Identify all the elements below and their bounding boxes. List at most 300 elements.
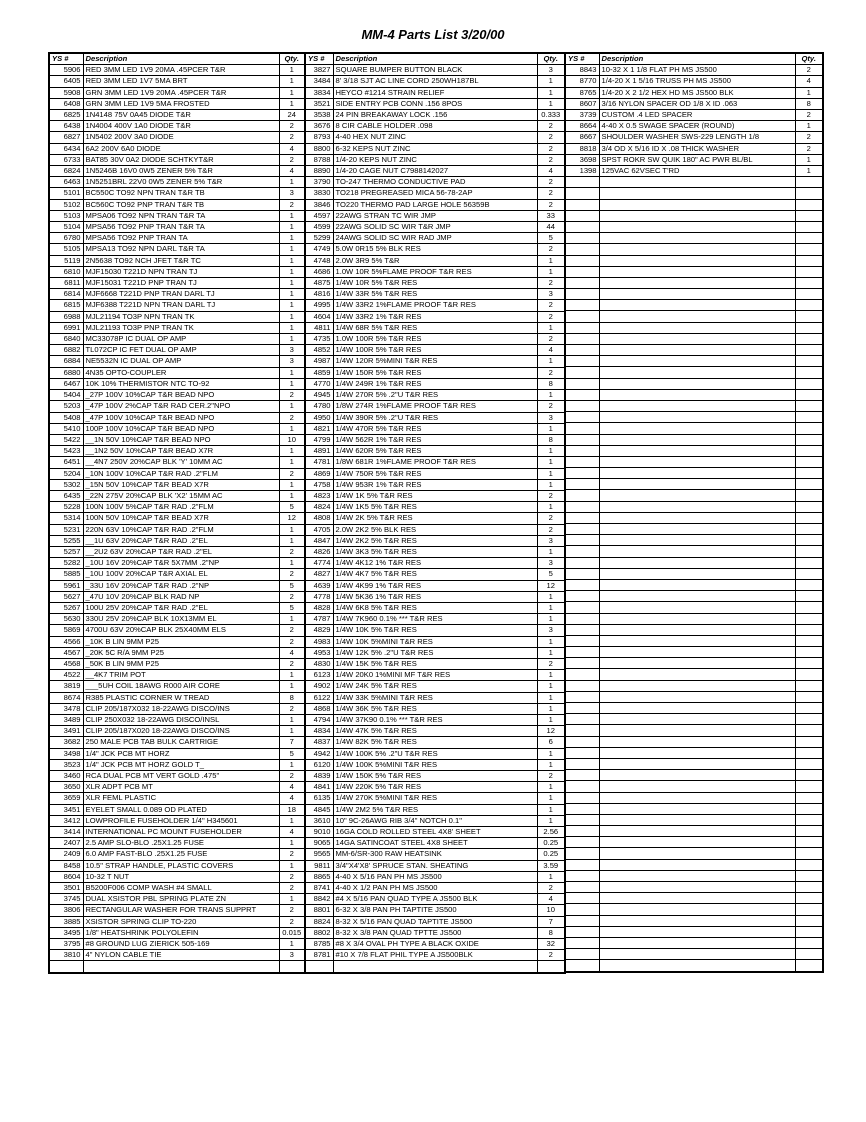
- table-row: [305, 110, 565, 121]
- qty-cell: [795, 423, 823, 434]
- description-cell: 1/4W 953R 1% T&R RES: [333, 479, 537, 490]
- description-cell: _10U 16V 20%CAP T&R 5X7MM .2"NP: [83, 558, 279, 569]
- ys-number-cell: 5408: [49, 412, 83, 423]
- description-cell: [599, 501, 795, 512]
- table-row: [49, 905, 305, 916]
- ys-number-cell: 4794: [305, 714, 333, 725]
- table-row: [305, 703, 565, 714]
- empty-table-row: [565, 669, 823, 680]
- ys-number-cell: [565, 244, 599, 255]
- ys-number-cell: [565, 423, 599, 434]
- table-row: [49, 883, 305, 894]
- table-row: [305, 322, 565, 333]
- table-row: [49, 367, 305, 378]
- description-cell: 1/4W 36K 5% T&R RES: [333, 703, 537, 714]
- ys-number-cell: 6451: [49, 457, 83, 468]
- ys-number-cell: [565, 501, 599, 512]
- qty-cell: 2: [537, 490, 565, 501]
- qty-header: Qty.: [537, 53, 565, 65]
- table-row: [49, 636, 305, 647]
- description-cell: HEYCO #1214 STRAIN RELIEF: [333, 87, 537, 98]
- parts-table-column-3: [564, 52, 824, 973]
- qty-cell: [795, 233, 823, 244]
- qty-cell: 5: [537, 233, 565, 244]
- qty-cell: 1: [279, 815, 305, 826]
- empty-table-row: [565, 882, 823, 893]
- ys-number-cell: 6438: [49, 121, 83, 132]
- qty-cell: 2: [537, 367, 565, 378]
- ys-number-cell: 4639: [305, 580, 333, 591]
- ys-number-cell: 8458: [49, 860, 83, 871]
- qty-cell: 7: [279, 737, 305, 748]
- description-cell: __4K7 TRIM POT: [83, 670, 279, 681]
- ys-number-cell: 5228: [49, 502, 83, 513]
- table-row: [49, 210, 305, 221]
- qty-cell: 3: [279, 950, 305, 961]
- qty-cell: [795, 658, 823, 669]
- table-row: [305, 345, 565, 356]
- ys-number-cell: 3501: [49, 883, 83, 894]
- table-row: [49, 490, 305, 501]
- ys-number-cell: 4787: [305, 614, 333, 625]
- ys-number-cell: [565, 378, 599, 389]
- qty-cell: [795, 456, 823, 467]
- ys-number-cell: 4875: [305, 278, 333, 289]
- qty-cell: 1: [279, 479, 305, 490]
- table-row: [305, 950, 565, 961]
- qty-cell: 2: [795, 143, 823, 154]
- table-row: [49, 502, 305, 513]
- description-cell: _10U 100V 20%CAP T&R AXIAL EL: [83, 569, 279, 580]
- ys-number-cell: 4781: [305, 457, 333, 468]
- ys-number-cell: 9811: [305, 860, 333, 871]
- qty-cell: 1: [279, 939, 305, 950]
- description-cell: [599, 412, 795, 423]
- description-cell: 2.0W 2K2 5% BLK RES: [333, 524, 537, 535]
- ys-number-cell: [565, 859, 599, 870]
- ys-number-cell: 4604: [305, 311, 333, 322]
- description-cell: 1N5246B 16V0 0W5 ZENER 5% T&R: [83, 166, 279, 177]
- qty-cell: 18: [279, 804, 305, 815]
- empty-table-row: [565, 848, 823, 859]
- qty-cell: [795, 524, 823, 535]
- table-row: [305, 132, 565, 143]
- description-cell: [599, 926, 795, 937]
- table-row: [305, 255, 565, 266]
- qty-cell: 2: [795, 65, 823, 76]
- qty-cell: 1: [279, 210, 305, 221]
- qty-cell: 1: [279, 87, 305, 98]
- table-row: [305, 244, 565, 255]
- ys-number-cell: 4983: [305, 636, 333, 647]
- qty-cell: [795, 747, 823, 758]
- description-cell: __4N7 250V 20%CAP BLK 'Y' 10MM AC: [83, 457, 279, 468]
- description-cell: 1/4W 1K5 5% T&R RES: [333, 502, 537, 513]
- empty-table-row: [565, 512, 823, 523]
- empty-table-row: [565, 412, 823, 423]
- description-cell: [599, 837, 795, 848]
- description-cell: 1/4" JCK PCB MT HORZ: [83, 748, 279, 759]
- description-cell: INTERNATIONAL PC MOUNT FUSEHOLDER: [83, 827, 279, 838]
- qty-cell: 4: [279, 827, 305, 838]
- ys-number-cell: [565, 893, 599, 904]
- qty-cell: 1: [279, 401, 305, 412]
- ys-number-cell: 3827: [305, 65, 333, 76]
- ys-number-cell: 3676: [305, 121, 333, 132]
- empty-table-row: [565, 691, 823, 702]
- empty-table-row: [565, 479, 823, 490]
- qty-cell: 3: [537, 289, 565, 300]
- description-cell: [333, 961, 537, 973]
- empty-table-row: [565, 658, 823, 669]
- table-row: [305, 771, 565, 782]
- qty-cell: [795, 848, 823, 859]
- qty-cell: 7: [537, 916, 565, 927]
- ys-number-cell: 8843: [565, 65, 599, 76]
- qty-cell: 3: [537, 625, 565, 636]
- table-row: [49, 535, 305, 546]
- ys-number-cell: [565, 177, 599, 188]
- ys-number-cell: 6880: [49, 367, 83, 378]
- description-cell: __1N 50V 10%CAP T&R BEAD NPO: [83, 434, 279, 445]
- description-cell: _47P 100V 2%CAP T&R RAD CER.2"NPO: [83, 401, 279, 412]
- table-row: [49, 401, 305, 412]
- description-header: Description: [333, 53, 537, 65]
- description-cell: 1/4-20 CAGE NUT C7988142027: [333, 166, 537, 177]
- description-cell: 1/4W 6K8 5% T&R RES: [333, 602, 537, 613]
- qty-cell: 1: [279, 860, 305, 871]
- ys-number-cell: [565, 356, 599, 367]
- table-row: [49, 782, 305, 793]
- table-row: [49, 390, 305, 401]
- description-cell: 1/4W 100K 5% .2"U T&R RES: [333, 748, 537, 759]
- ys-number-cell: [565, 635, 599, 646]
- table-row: [49, 177, 305, 188]
- description-cell: BC560C TO92 PNP TRAN T&R TB: [83, 199, 279, 210]
- qty-cell: 4: [279, 782, 305, 793]
- ys-number-cell: 6135: [305, 793, 333, 804]
- table-row: [49, 815, 305, 826]
- ys-number-cell: [565, 624, 599, 635]
- description-cell: [599, 210, 795, 221]
- description-cell: CLIP 250X032 18-22AWG DISCO/INSL: [83, 714, 279, 725]
- ys-number-cell: 3495: [49, 927, 83, 938]
- table-row: [305, 65, 565, 76]
- table-row: [565, 65, 823, 76]
- qty-cell: 1: [279, 423, 305, 434]
- table-row: [49, 322, 305, 333]
- ys-number-cell: [565, 747, 599, 758]
- empty-table-row: [565, 233, 823, 244]
- ys-number-cell: 4891: [305, 446, 333, 457]
- empty-table-row: [565, 803, 823, 814]
- table-row: [305, 188, 565, 199]
- table-row: [565, 166, 823, 177]
- qty-cell: 3: [537, 535, 565, 546]
- description-cell: 2.0W 3R9 5% T&R: [333, 255, 537, 266]
- description-header: Description: [599, 53, 795, 65]
- description-cell: _33U 16V 20%CAP T&R RAD .2"NP: [83, 580, 279, 591]
- table-row: [305, 692, 565, 703]
- qty-cell: 1: [279, 233, 305, 244]
- description-cell: 3/16 NYLON SPACER OD 1/8 X ID .063: [599, 98, 795, 109]
- description-cell: SHOULDER WASHER SWS-229 LENGTH 1/8: [599, 132, 795, 143]
- description-cell: [599, 356, 795, 367]
- qty-cell: 3: [537, 412, 565, 423]
- qty-cell: [795, 345, 823, 356]
- qty-cell: 2: [537, 950, 565, 961]
- table-row: [305, 614, 565, 625]
- description-cell: [599, 490, 795, 501]
- description-cell: #8 X 3/4 OVAL PH TYPE A BLACK OXIDE: [333, 939, 537, 950]
- qty-cell: [795, 613, 823, 624]
- table-row: [305, 636, 565, 647]
- ys-number-cell: 3489: [49, 714, 83, 725]
- qty-cell: [795, 691, 823, 702]
- qty-cell: 0.25: [537, 838, 565, 849]
- description-cell: CUSTOM .4 LED SPACER: [599, 110, 795, 121]
- qty-cell: 1: [279, 524, 305, 535]
- description-cell: 1/4W 100R 5% T&R RES: [333, 345, 537, 356]
- description-cell: 1N4004 400V 1A0 DIODE T&R: [83, 121, 279, 132]
- description-cell: 8-32 X 3/8 PAN QUAD TPTTE JS500: [333, 927, 537, 938]
- qty-cell: 2: [537, 188, 565, 199]
- empty-table-row: [565, 926, 823, 937]
- description-cell: 1/4W 4K12 1% T&R RES: [333, 558, 537, 569]
- table-row: [49, 378, 305, 389]
- table-row: [565, 154, 823, 165]
- qty-cell: [795, 356, 823, 367]
- empty-table-row: [565, 468, 823, 479]
- qty-header: Qty.: [279, 53, 305, 65]
- ys-number-cell: [565, 814, 599, 825]
- description-cell: 8 CIR CABLE HOLDER .098: [333, 121, 537, 132]
- table-row: [49, 98, 305, 109]
- table-row: [565, 121, 823, 132]
- description-cell: 1/4W 2K2 5% T&R RES: [333, 535, 537, 546]
- qty-cell: 1: [537, 871, 565, 882]
- table-row: [565, 132, 823, 143]
- qty-cell: 1: [279, 558, 305, 569]
- qty-cell: [795, 770, 823, 781]
- qty-cell: 4: [537, 166, 565, 177]
- ys-number-cell: [565, 736, 599, 747]
- empty-table-row: [565, 289, 823, 300]
- description-cell: 1/4W 750R 5% T&R RES: [333, 468, 537, 479]
- qty-cell: [795, 937, 823, 948]
- ys-number-cell: [565, 647, 599, 658]
- description-cell: RCA DUAL PCB MT VERT GOLD .475": [83, 771, 279, 782]
- ys-number-cell: [565, 725, 599, 736]
- ys-number-cell: 4987: [305, 356, 333, 367]
- description-cell: XSISTOR SPRING CLIP TO-220: [83, 916, 279, 927]
- table-row: [49, 703, 305, 714]
- ys-number-cell: 4735: [305, 334, 333, 345]
- ys-number-cell: 4868: [305, 703, 333, 714]
- qty-cell: 2: [537, 154, 565, 165]
- description-cell: [599, 680, 795, 691]
- qty-cell: [795, 758, 823, 769]
- empty-table-row: [565, 680, 823, 691]
- empty-table-row: [565, 345, 823, 356]
- table-row: [49, 143, 305, 154]
- description-cell: 100N 100V 5%CAP T&R RAD .2"FLM: [83, 502, 279, 513]
- description-cell: [599, 322, 795, 333]
- table-row: [305, 860, 565, 871]
- ys-number-cell: 8674: [49, 692, 83, 703]
- qty-cell: 2: [537, 311, 565, 322]
- ys-number-cell: 3460: [49, 771, 83, 782]
- qty-cell: [795, 893, 823, 904]
- description-cell: _10K B LIN 9MM P25: [83, 636, 279, 647]
- ys-number-header: YS #: [49, 53, 83, 65]
- ys-number-cell: [565, 557, 599, 568]
- table-row: [49, 423, 305, 434]
- table-row: [305, 883, 565, 894]
- description-cell: 1/4W 10K 5%MINI T&R RES: [333, 636, 537, 647]
- description-cell: TO-247 THERMO CONDUCTIVE PAD: [333, 177, 537, 188]
- ys-number-cell: [305, 961, 333, 973]
- empty-table-row: [565, 277, 823, 288]
- ys-number-cell: 5102: [49, 199, 83, 210]
- table-row: [305, 580, 565, 591]
- qty-cell: 2: [279, 154, 305, 165]
- ys-number-cell: 4705: [305, 524, 333, 535]
- ys-number-cell: [565, 434, 599, 445]
- empty-table-row: [565, 322, 823, 333]
- description-cell: MJL21193 TO3P PNP TRAN TK: [83, 322, 279, 333]
- description-cell: [599, 803, 795, 814]
- qty-cell: [795, 781, 823, 792]
- description-cell: 1/4W 10R 5% T&R RES: [333, 278, 537, 289]
- description-cell: [599, 367, 795, 378]
- qty-cell: 8: [537, 927, 565, 938]
- table-row: [49, 132, 305, 143]
- empty-table-row: [565, 758, 823, 769]
- ys-number-cell: 5267: [49, 602, 83, 613]
- qty-cell: [795, 803, 823, 814]
- description-cell: __2U2 63V 20%CAP T&R RAD .2"EL: [83, 546, 279, 557]
- ys-number-cell: 5282: [49, 558, 83, 569]
- description-cell: SPST ROKR SW QUIK 180" AC PWR BL/BL: [599, 154, 795, 165]
- description-cell: 1N5251BRL 22V0 0W5 ZENER 5% T&R: [83, 177, 279, 188]
- qty-cell: 1: [795, 166, 823, 177]
- ys-number-cell: 3538: [305, 110, 333, 121]
- ys-number-cell: 8800: [305, 143, 333, 154]
- empty-table-row: [565, 255, 823, 266]
- qty-cell: 3: [279, 188, 305, 199]
- table-row: [305, 726, 565, 737]
- table-row: [305, 367, 565, 378]
- description-cell: 6-32 X 3/8 PAN PH TAPTITE JS500: [333, 905, 537, 916]
- empty-table-row: [565, 177, 823, 188]
- empty-table-row: [305, 961, 565, 973]
- table-row: [305, 905, 565, 916]
- ys-number-cell: 4597: [305, 210, 333, 221]
- qty-cell: 1: [795, 121, 823, 132]
- qty-cell: 12: [537, 726, 565, 737]
- description-cell: [599, 792, 795, 803]
- qty-cell: 1: [537, 714, 565, 725]
- description-cell: 4" NYLON CABLE TIE: [83, 950, 279, 961]
- description-cell: [599, 512, 795, 523]
- ys-number-cell: [565, 680, 599, 691]
- qty-cell: 2: [279, 771, 305, 782]
- qty-cell: 5: [279, 602, 305, 613]
- description-cell: [599, 714, 795, 725]
- ys-number-cell: 8781: [305, 950, 333, 961]
- qty-cell: 2: [279, 703, 305, 714]
- description-cell: [599, 736, 795, 747]
- description-cell: [599, 770, 795, 781]
- qty-cell: 33: [537, 210, 565, 221]
- ys-number-cell: 8667: [565, 132, 599, 143]
- description-cell: MPSA13 TO92 NPN DARL T&R TA: [83, 244, 279, 255]
- description-cell: 220N 63V 10%CAP T&R RAD .2"FLM: [83, 524, 279, 535]
- description-header: Description: [83, 53, 279, 65]
- empty-table-row: [565, 546, 823, 557]
- ys-number-cell: 4780: [305, 401, 333, 412]
- description-cell: DUAL XSISTOR PBL SPRING PLATE ZN: [83, 894, 279, 905]
- table-row: [49, 457, 305, 468]
- description-cell: [599, 445, 795, 456]
- ys-number-cell: 6884: [49, 356, 83, 367]
- empty-table-row: [565, 389, 823, 400]
- description-cell: BC550C TO92 NPN TRAN T&R TB: [83, 188, 279, 199]
- empty-table-row: [565, 524, 823, 535]
- qty-cell: 24: [279, 110, 305, 121]
- ys-number-cell: 3414: [49, 827, 83, 838]
- description-cell: [599, 859, 795, 870]
- table-row: [49, 591, 305, 602]
- ys-number-cell: 5906: [49, 65, 83, 76]
- ys-number-cell: 5105: [49, 244, 83, 255]
- qty-cell: 1: [279, 177, 305, 188]
- ys-number-cell: 3523: [49, 759, 83, 770]
- ys-number-cell: 6991: [49, 322, 83, 333]
- ys-number-cell: 4823: [305, 490, 333, 501]
- ys-number-cell: 6435: [49, 490, 83, 501]
- ys-number-cell: [565, 389, 599, 400]
- qty-cell: 8: [279, 692, 305, 703]
- qty-cell: 1: [279, 278, 305, 289]
- ys-number-cell: 5630: [49, 614, 83, 625]
- ys-number-cell: 4953: [305, 647, 333, 658]
- page-title: MM-4 Parts List 3/20/00: [361, 27, 505, 42]
- table-row: [49, 838, 305, 849]
- ys-number-cell: 3478: [49, 703, 83, 714]
- empty-table-row: [565, 356, 823, 367]
- description-cell: 1/8" HEATSHRINK POLYOLEFIN: [83, 927, 279, 938]
- table-row: [305, 266, 565, 277]
- ys-number-cell: [565, 277, 599, 288]
- qty-cell: 2: [279, 390, 305, 401]
- table-row: [49, 692, 305, 703]
- description-cell: [599, 960, 795, 972]
- ys-number-cell: 8818: [565, 143, 599, 154]
- ys-number-cell: [565, 602, 599, 613]
- description-cell: 16GA COLD ROLLED STEEL 4X8' SHEET: [333, 827, 537, 838]
- qty-cell: 1: [279, 535, 305, 546]
- empty-table-row: [565, 423, 823, 434]
- empty-table-row: [565, 937, 823, 948]
- description-cell: 3/4"X4'X8' SPRUCE STAN. SHEATING: [333, 860, 537, 871]
- qty-cell: 32: [537, 939, 565, 950]
- description-cell: RED 3MM LED 1V7 5MA BRT: [83, 76, 279, 87]
- ys-number-cell: 1398: [565, 166, 599, 177]
- description-cell: 330U 25V 20%CAP BLK 10X13MM EL: [83, 614, 279, 625]
- description-cell: 1/4W 37K90 0.1% *** T&R RES: [333, 714, 537, 725]
